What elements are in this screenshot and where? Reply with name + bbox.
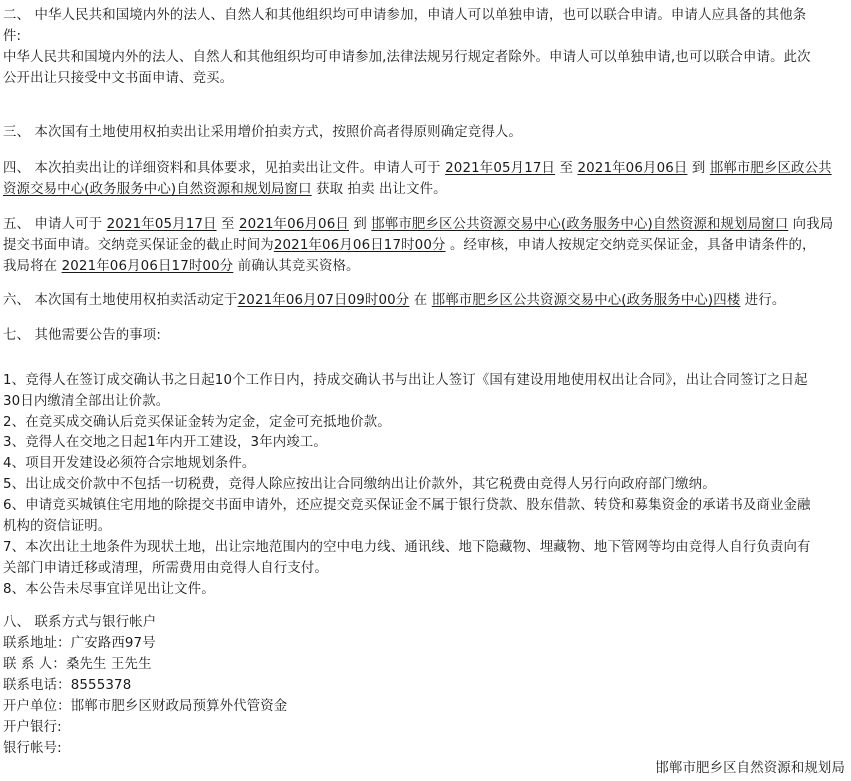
section-3: 三、 本次国有土地使用权拍卖出让采用增价拍卖方式，按照价高者得原则确定竞得人。 bbox=[3, 125, 522, 140]
bank-account-number: 银行帐号: bbox=[3, 741, 62, 756]
section-7-item-4: 4、项目开发建设必须符合宗地规划条件。 bbox=[3, 456, 256, 471]
section-4-location: 资源交易中心(政务服务中心)自然资源和规划局窗口 bbox=[3, 182, 312, 197]
section-5-confirm-time: 2021年06月06日17时00分 bbox=[61, 259, 234, 274]
section-7-item-5: 5、出让成交价款中不包括一切税费，竞得人除应按出让合同缴纳出让价款外，其它税费由竞得人另行向政府部门缴纳。 bbox=[3, 477, 716, 492]
section-4-end-date: 2021年06月06日 bbox=[577, 161, 688, 176]
bank-account-holder: 开户单位：邯郸市肥乡区财政局预算外代管资金 bbox=[3, 699, 288, 714]
contact-person: 联 系 人：桑先生 王先生 bbox=[3, 657, 152, 672]
section-7-item-7-cont: 关部门申请迁移或清理，所需费用由竞得人自行支付。 bbox=[3, 561, 328, 576]
section-5-text: 向我局 bbox=[788, 217, 834, 232]
section-7-item-2: 2、在竞买成交确认后竞买保证金转为定金，定金可充抵地价款。 bbox=[3, 415, 391, 430]
section-6-text: 六、 本次国有土地使用权拍卖活动定于 bbox=[3, 293, 238, 308]
section-4-text: 到 bbox=[687, 161, 710, 176]
section-5-line-2 bbox=[3, 235, 816, 256]
section-6-auction-place: 邯郸市肥乡区公共资源交易中心(政务服务中心)四楼 bbox=[431, 293, 741, 308]
section-6 bbox=[3, 290, 785, 311]
section-5-text: 前确认其竞买资格。 bbox=[233, 259, 360, 274]
contact-phone: 联系电话：8555378 bbox=[3, 678, 132, 693]
section-5-line-1 bbox=[3, 214, 833, 235]
section-2-line-4: 公开出让只接受中文书面申请、竞买。 bbox=[3, 71, 234, 86]
bank-name: 开户银行: bbox=[3, 720, 62, 735]
section-2-line-2: 件: bbox=[3, 29, 22, 44]
section-4-location: 邯郸市肥乡区政公共 bbox=[709, 161, 832, 176]
section-4-line-1 bbox=[3, 158, 832, 179]
section-7-item-6-cont: 机构的资信证明。 bbox=[3, 519, 112, 534]
section-7-item-3: 3、竞得人在交地之日起1年内开工建设，3年内竣工。 bbox=[3, 435, 327, 450]
section-5-text: 提交书面申请。交纳竞买保证金的截止时间为 bbox=[3, 238, 274, 253]
section-5-text: 至 bbox=[216, 217, 239, 232]
section-6-text: 进行。 bbox=[740, 293, 786, 308]
section-7-title: 七、 其他需要公告的事项: bbox=[3, 328, 162, 343]
section-4-text: 获取 拍卖 出让文件。 bbox=[311, 182, 447, 197]
section-5-text: 我局将在 bbox=[3, 259, 62, 274]
section-5-end-date: 2021年06月06日 bbox=[238, 217, 349, 232]
section-7-item-6: 6、申请竞买城镇住宅用地的除提交书面申请外，还应提交竞买保证金不属于银行贷款、股东借款、转贷和募集资金的承诺书及商业金融 bbox=[3, 498, 811, 513]
section-5-deposit-deadline: 2021年06月06日17时00分 bbox=[273, 238, 446, 253]
section-4-start-date: 2021年05月17日 bbox=[445, 161, 556, 176]
section-7-item-1: 1、竞得人在签订成交确认书之日起10个工作日内，持成交确认书与出让人签订《国有建设用地使用权出让合同》，出让合同签订之日起 bbox=[3, 373, 808, 388]
section-4-text: 至 bbox=[555, 161, 578, 176]
section-4-text: 四、 本次拍卖出让的详细资料和具体要求，见拍卖出让文件。申请人可于 bbox=[3, 161, 446, 176]
section-5-line-3 bbox=[3, 256, 360, 277]
section-5-text: 到 bbox=[348, 217, 372, 232]
section-2-line-3: 中华人民共和国境内外的法人、自然人和其他组织均可申请参加,法律法规另行规定者除外。申请人可以单独申请,也可以联合申请。此次 bbox=[3, 50, 811, 65]
section-2-line-1: 二、 中华人民共和国境内外的法人、自然人和其他组织均可申请参加，申请人可以单独申请，也可以联合申请。申请人应具备的其他条 bbox=[3, 8, 807, 23]
section-7-item-7: 7、本次出让土地条件为现状土地，出让宗地范围内的空中电力线、通讯线、地下隐藏物、埋藏物、地下管网等均由竞得人自行负责向有 bbox=[3, 540, 811, 555]
section-5-start-date: 2021年05月17日 bbox=[106, 217, 217, 232]
section-8-title: 八、 联系方式与银行帐户 bbox=[3, 615, 157, 630]
section-7-item-1-cont: 30日内缴清全部出让价款。 bbox=[3, 394, 170, 409]
section-6-text: 在 bbox=[409, 293, 432, 308]
section-7-item-8: 8、本公告未尽事宜详见出让文件。 bbox=[3, 582, 215, 597]
contact-address: 联系地址：广安路西97号 bbox=[3, 636, 156, 651]
section-5-location: 邯郸市肥乡区公共资源交易中心(政务服务中心)自然资源和规划局窗口 bbox=[371, 217, 789, 232]
section-5-text: 五、 申请人可于 bbox=[3, 217, 107, 232]
section-4-line-2 bbox=[3, 179, 447, 200]
section-6-auction-time: 2021年06月07日09时00分 bbox=[237, 293, 410, 308]
section-5-text: 。经审核，申请人按规定交纳竞买保证金，具备申请条件的， bbox=[445, 238, 816, 253]
issuer-signature: 邯郸市肥乡区自然资源和规划局 bbox=[655, 761, 845, 776]
